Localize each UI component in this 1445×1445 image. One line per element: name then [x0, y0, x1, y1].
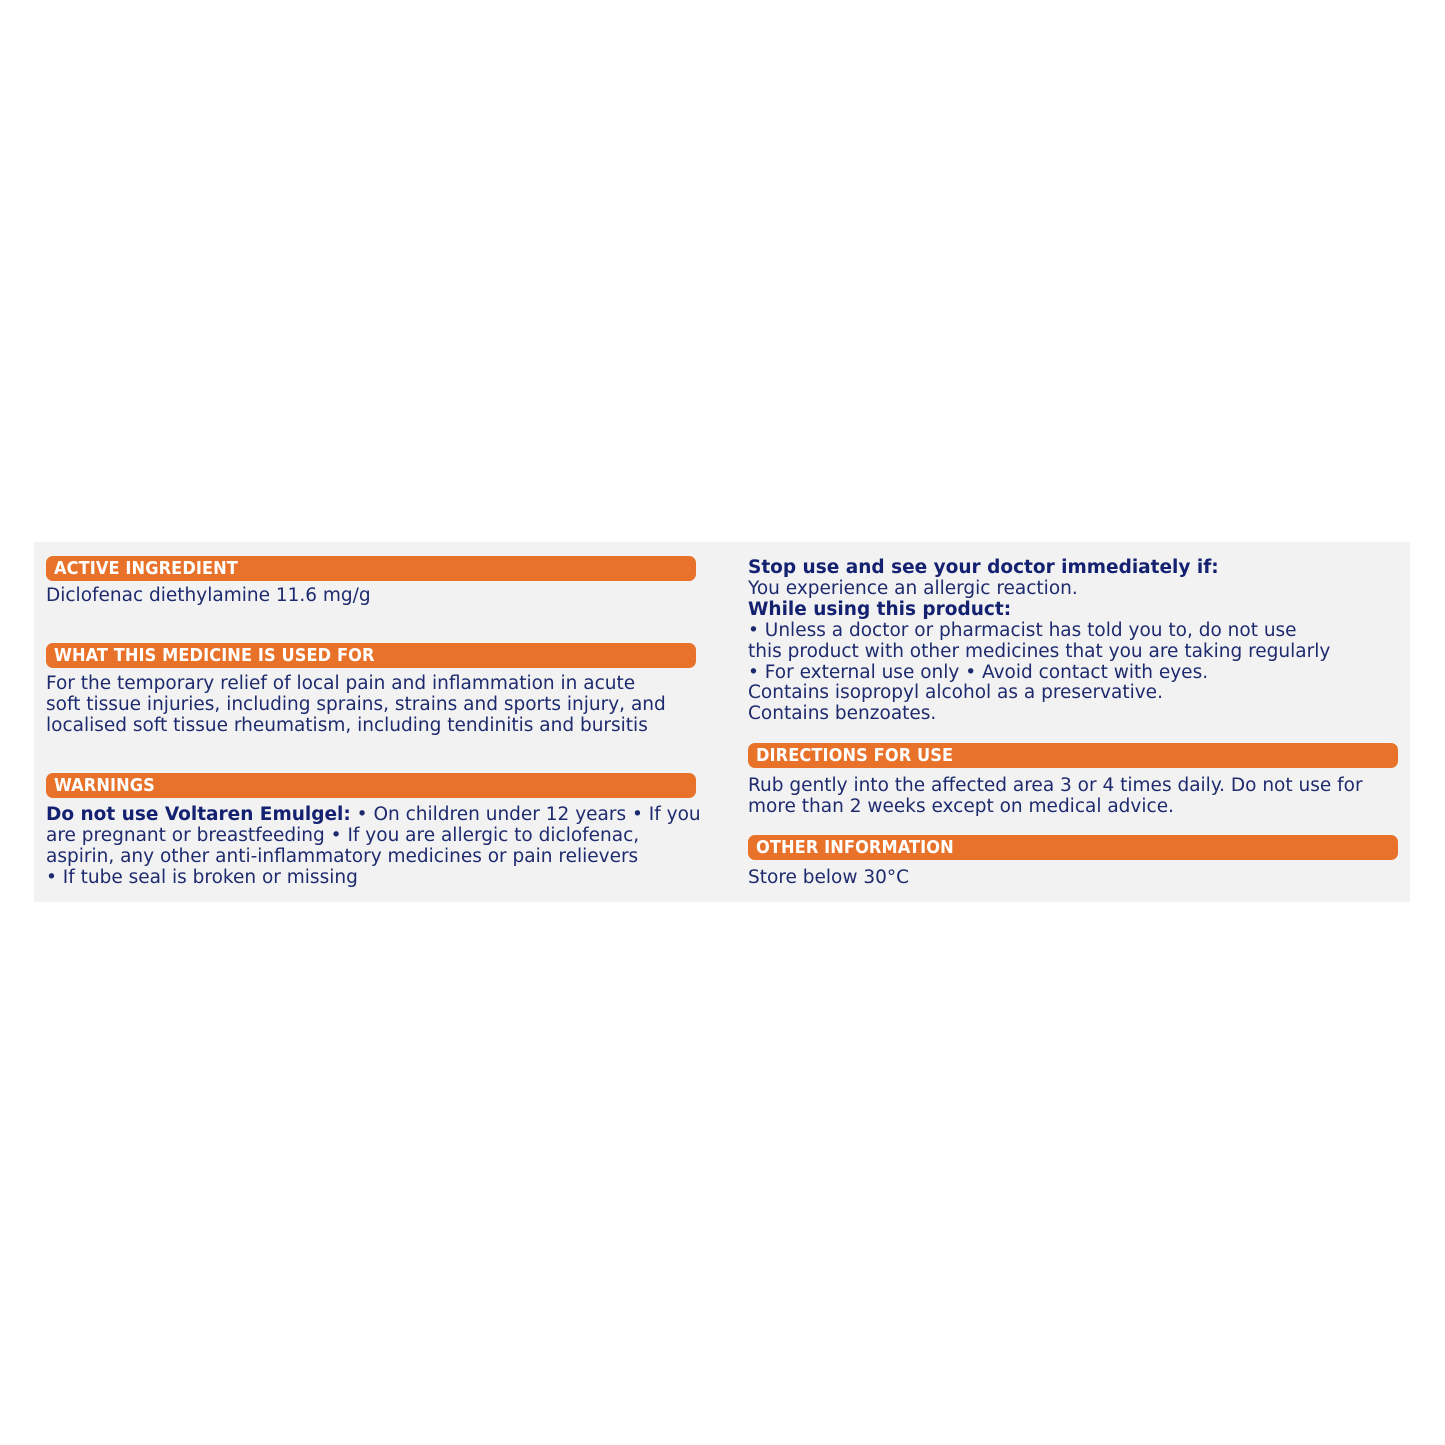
warnings-line-4: • If tube seal is broken or missing: [46, 867, 358, 888]
directions-line-1: Rub gently into the affected area 3 or 4 times daily. Do not use for: [748, 775, 1363, 796]
stop-use-heading: Stop use and see your doctor immediately if:: [748, 557, 1219, 578]
warnings-line-2: are pregnant or breastfeeding • If you are allergic to diclofenac,: [46, 825, 640, 846]
active-ingredient-text: Diclofenac diethylamine 11.6 mg/g: [46, 585, 371, 606]
while-using-line-5: Contains benzoates.: [748, 703, 937, 724]
while-using-line-4: Contains isopropyl alcohol as a preservative.: [748, 682, 1163, 703]
while-using-heading: While using this product:: [748, 599, 1012, 620]
uses-line-2: soft tissue injuries, including sprains, strains and sports injury, and: [46, 694, 666, 715]
while-using-line-2: this product with other medicines that you are taking regularly: [748, 641, 1331, 662]
stop-use-text: You experience an allergic reaction.: [748, 578, 1078, 599]
warnings-line-3: aspirin, any other anti-inflammatory medicines or pain relievers: [46, 846, 639, 867]
drug-facts-panel: [34, 542, 1410, 902]
while-using-line-1: • Unless a doctor or pharmacist has told you to, do not use: [748, 620, 1297, 641]
warnings-heading: WARNINGS: [46, 773, 696, 798]
other-info-text: Store below 30°C: [748, 867, 910, 888]
uses-line-3: localised soft tissue rheumatism, including tendinitis and bursitis: [46, 715, 648, 736]
warnings-line-1: [46, 805, 701, 826]
directions-line-2: more than 2 weeks except on medical advice.: [748, 796, 1174, 817]
uses-heading: WHAT THIS MEDICINE IS USED FOR: [46, 643, 696, 668]
while-using-line-3: • For external use only • Avoid contact with eyes.: [748, 662, 1209, 683]
warnings-lead: Do not use Voltaren Emulgel:: [46, 804, 351, 825]
uses-line-1: For the temporary relief of local pain and inflammation in acute: [46, 673, 636, 694]
active-ingredient-heading: ACTIVE INGREDIENT: [46, 556, 696, 581]
directions-heading: DIRECTIONS FOR USE: [748, 743, 1398, 768]
other-info-heading: OTHER INFORMATION: [748, 835, 1398, 860]
warnings-line-1-rest: • On children under 12 years • If you: [350, 804, 701, 825]
